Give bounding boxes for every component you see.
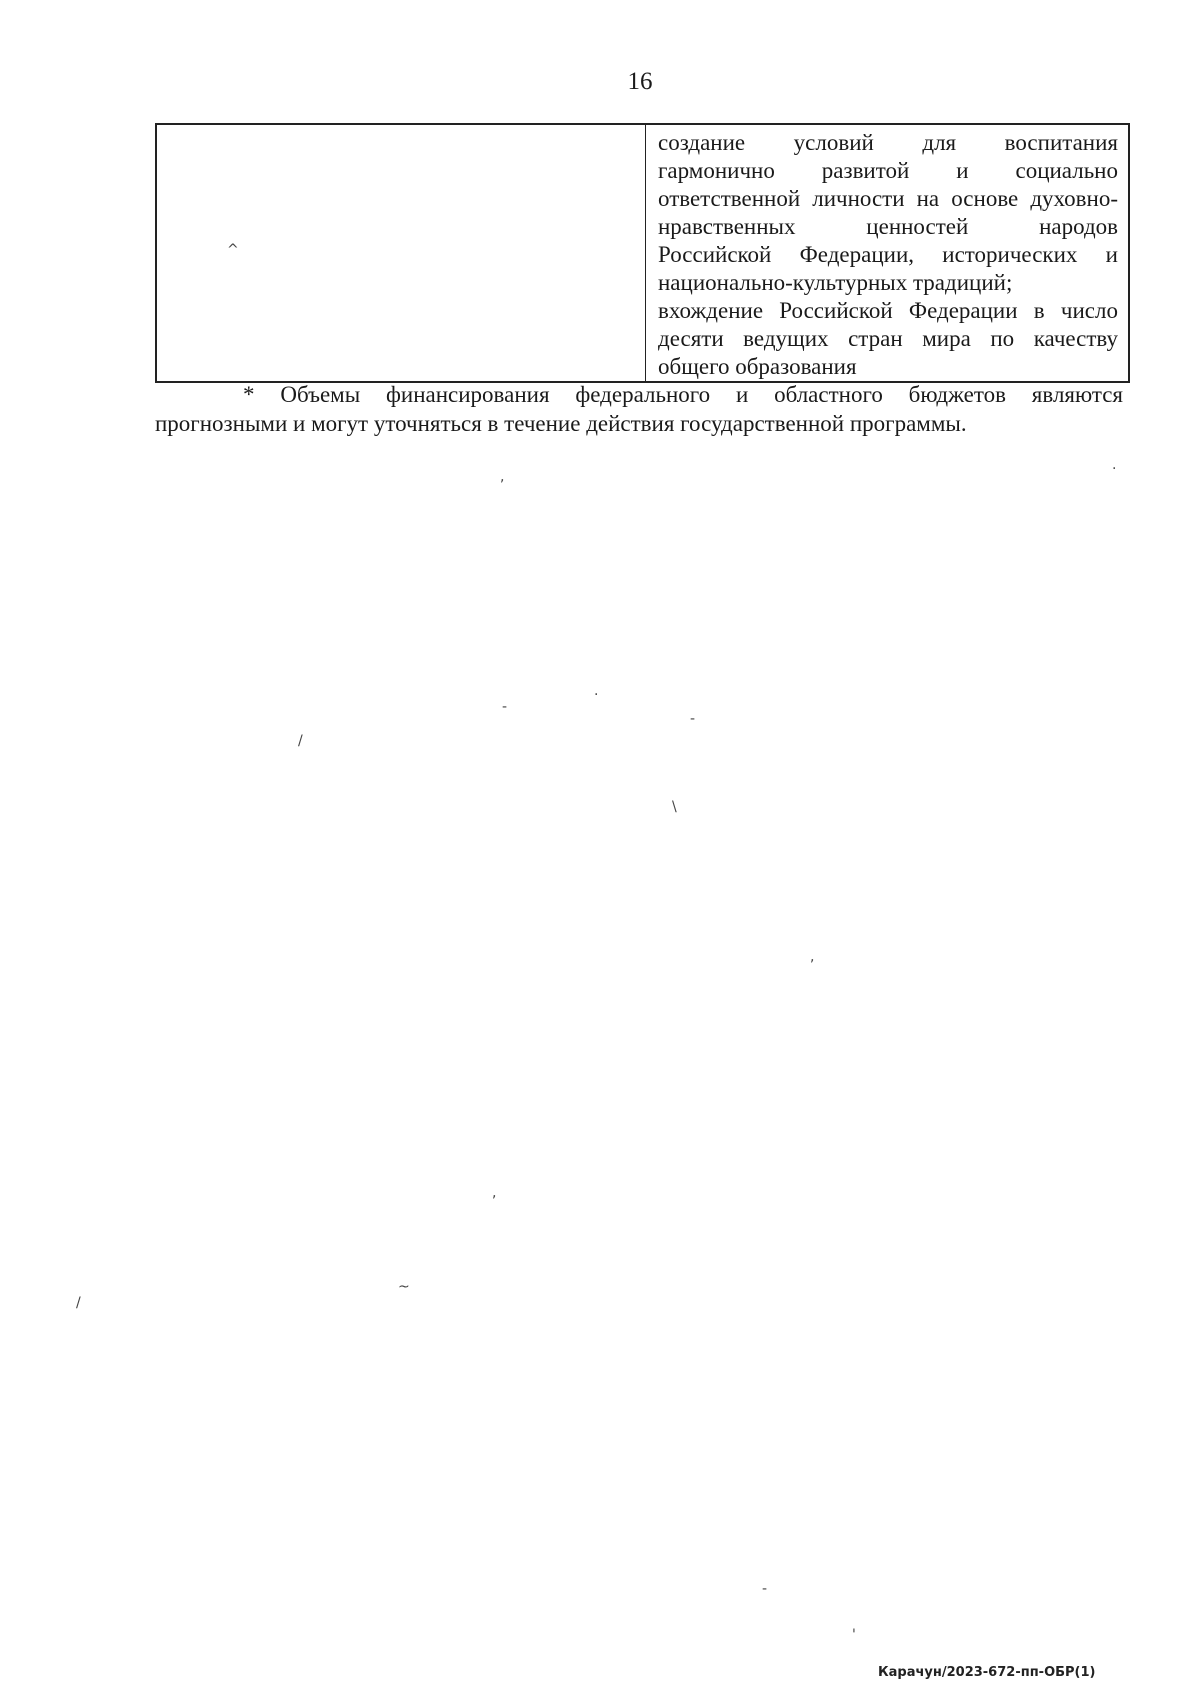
scan-mark: ^ — [227, 242, 239, 258]
document-stamp: Карачун/2023-672-пп-ОБР(1) — [878, 1665, 1096, 1680]
table-cell-left — [156, 124, 646, 382]
footnote — [155, 380, 1123, 438]
goal-lines — [658, 129, 1118, 381]
footnote-line-2: прогнозными и могут уточняться в течение действия государственной программы. — [155, 411, 967, 436]
scan-speck: ~ — [398, 1279, 410, 1295]
table-cell-goals — [646, 124, 1130, 382]
table-row — [156, 124, 1129, 382]
scan-speck: - — [502, 699, 508, 715]
goal-line: ответственной личности на основе духовно- — [658, 186, 1118, 211]
scan-speck: , — [492, 1185, 497, 1201]
goal-line: десяти ведущих стран мира по качеству — [658, 326, 1118, 351]
program-passport-table — [155, 123, 1130, 383]
scan-speck: , — [500, 469, 505, 485]
goal-line: создание условий для воспитания — [658, 130, 1118, 155]
scan-speck: . — [1112, 457, 1117, 473]
scan-speck: \ — [672, 799, 677, 815]
scan-speck: / — [298, 733, 303, 749]
goal-line: гармонично развитой и социально — [658, 158, 1118, 183]
scan-speck: - — [762, 1581, 768, 1597]
goal-line: Российской Федерации, исторических и — [658, 242, 1118, 267]
page-number: 16 — [627, 68, 653, 95]
footnote-line-1: * Объемы финансирования федерального и областного бюджетов являются — [243, 382, 1123, 407]
scan-speck: , — [810, 949, 815, 965]
scan-speck: . — [594, 683, 599, 699]
scan-speck: - — [690, 711, 696, 727]
scan-speck: / — [76, 1295, 81, 1311]
goal-line: нравственных ценностей народов — [658, 214, 1118, 239]
scan-speck: ' — [852, 1627, 856, 1643]
goal-line: общего образования — [658, 354, 857, 379]
goal-line: вхождение Российской Федерации в число — [658, 298, 1118, 323]
goal-line: национально-культурных традиций; — [658, 270, 1013, 295]
